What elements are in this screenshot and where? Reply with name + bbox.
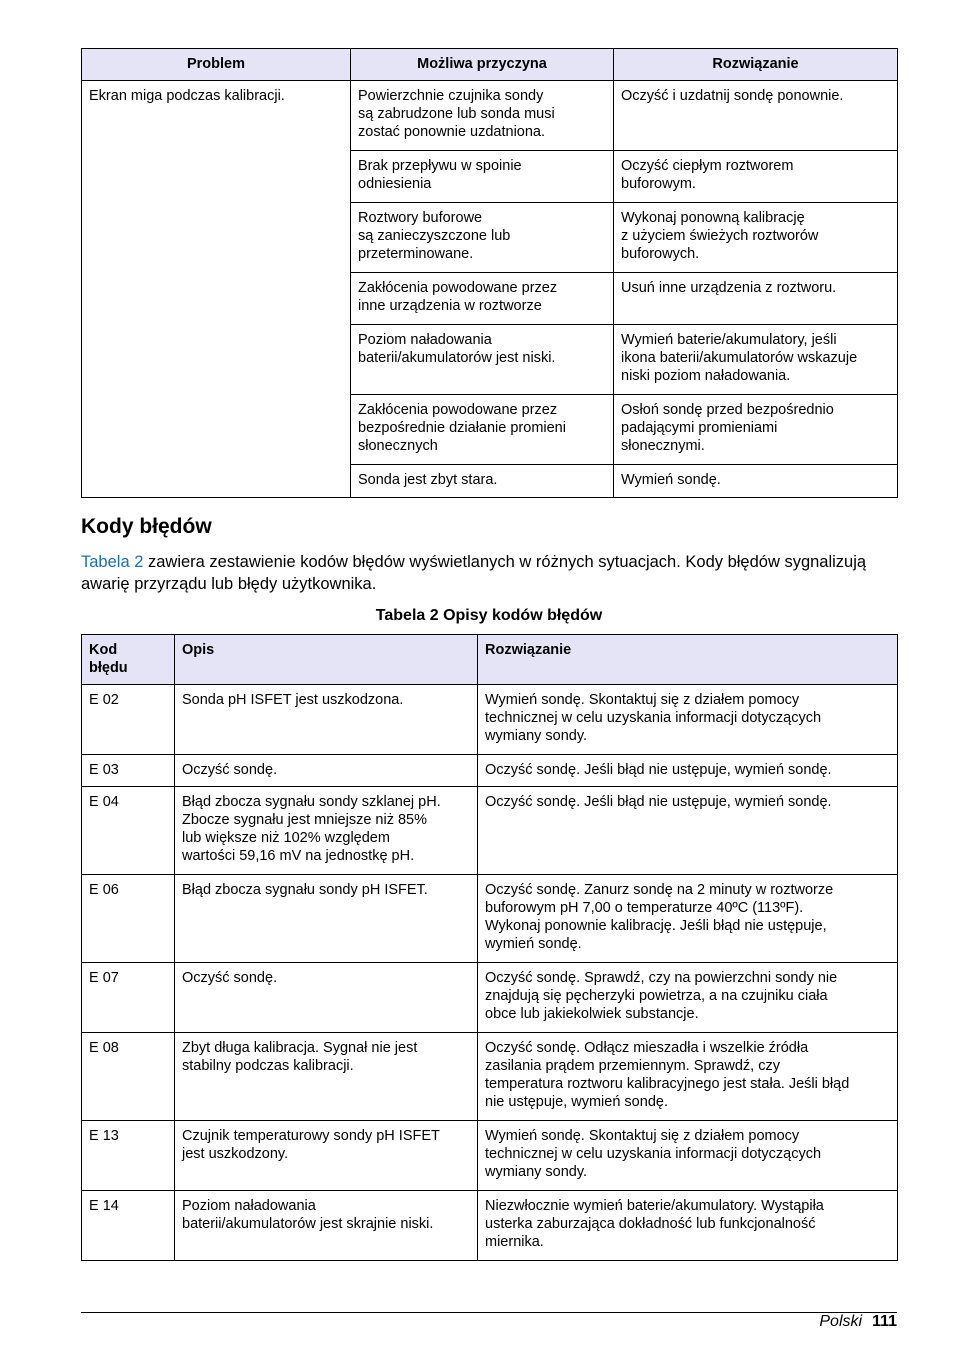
description-cell <box>175 685 478 755</box>
solution-cell <box>478 1033 898 1121</box>
cause-cell <box>351 395 614 465</box>
cause-cell <box>351 325 614 395</box>
code-cell: E 02 <box>82 685 175 755</box>
footer-language: Polski <box>819 1313 863 1330</box>
solution-text: Usuń inne urządzenia z roztworu. <box>621 280 837 296</box>
solution-text: Oczyść sondę. Jeśli błąd nie ustępuje, wymień sondę. <box>485 762 832 778</box>
code-cell: E 03 <box>82 755 175 787</box>
table-row <box>82 963 898 1033</box>
description-text: Zbyt długa kalibracja. Sygnał nie jest stabilny podczas kalibracji. <box>182 1040 418 1074</box>
solution-text: Oczyść sondę. Jeśli błąd nie ustępuje, wymień sondę. <box>485 794 832 810</box>
cause-text: Sonda jest zbyt stara. <box>358 472 498 488</box>
header-cause: Możliwa przyczyna <box>351 49 614 81</box>
table-row <box>82 1191 898 1261</box>
code-cell: E 13 <box>82 1121 175 1191</box>
table-row <box>82 755 898 787</box>
description-text: Błąd zbocza sygnału sondy pH ISFET. <box>182 882 428 898</box>
table-row <box>82 1121 898 1191</box>
cause-cell <box>351 465 614 498</box>
problem-cell <box>82 81 351 498</box>
description-cell <box>175 1191 478 1261</box>
table-row <box>82 685 898 755</box>
description-text: Sonda pH ISFET jest uszkodzona. <box>182 692 404 708</box>
description-text: Błąd zbocza sygnału sondy szklanej pH. Zbocze sygnału jest mniejsze niż 85% lub większe niż 102% względem wartości 59,16 mV na jednostkę pH. <box>182 794 441 864</box>
section-intro <box>81 551 897 595</box>
cause-cell <box>351 151 614 203</box>
solution-text: Wykonaj ponowną kalibrację z użyciem świeżych roztworów buforowych. <box>621 210 819 262</box>
error-codes-table <box>81 634 898 1261</box>
section-title: Kody błędów <box>81 515 212 538</box>
solution-cell <box>614 203 898 273</box>
cause-cell <box>351 203 614 273</box>
description-cell <box>175 963 478 1033</box>
solution-cell <box>614 325 898 395</box>
table-row <box>82 81 898 151</box>
solution-text: Osłoń sondę przed bezpośrednio padającymi promieniami słonecznymi. <box>621 402 834 454</box>
cause-cell <box>351 81 614 151</box>
solution-cell <box>478 963 898 1033</box>
solution-cell <box>478 875 898 963</box>
solution-text: Oczyść sondę. Zanurz sondę na 2 minuty w roztworze buforowym pH 7,00 o temperaturze 40ºC (113ºF). Wykonaj ponownie kalibrację. Jeśli błąd nie ustępuje, wymień sondę. <box>485 882 834 952</box>
solution-cell <box>614 273 898 325</box>
cause-text: Poziom naładowania baterii/akumulatorów jest niski. <box>358 332 556 366</box>
page-number: 111 <box>872 1313 897 1330</box>
solution-cell <box>478 685 898 755</box>
description-cell <box>175 787 478 875</box>
header-problem: Problem <box>82 49 351 81</box>
code-cell: E 14 <box>82 1191 175 1261</box>
solution-cell <box>478 1191 898 1261</box>
header-solution: Rozwiązanie <box>614 49 898 81</box>
table-2-link[interactable]: Tabela 2 <box>81 553 144 571</box>
header-code-text: Kod błędu <box>89 642 128 676</box>
footer-divider <box>81 1312 897 1313</box>
header-description: Opis <box>175 635 478 685</box>
cause-text: Zakłócenia powodowane przez inne urządzenia w roztworze <box>358 280 558 314</box>
cause-text: Powierzchnie czujnika sondy są zabrudzone lub sonda musi zostać ponownie uzdatniona. <box>358 88 555 140</box>
cause-text: Zakłócenia powodowane przez bezpośrednie działanie promieni słonecznych <box>358 402 566 454</box>
description-cell <box>175 1121 478 1191</box>
cause-cell <box>351 273 614 325</box>
code-cell: E 04 <box>82 787 175 875</box>
solution-text: Wymień baterie/akumulatory, jeśli ikona baterii/akumulatorów wskazuje niski poziom naładowania. <box>621 332 858 384</box>
page-footer <box>819 1312 897 1332</box>
description-cell <box>175 875 478 963</box>
solution-text: Wymień sondę. Skontaktuj się z działem pomocy technicznej w celu uzyskania informacji dotyczących wymiany sondy. <box>485 1128 822 1180</box>
solution-cell <box>478 755 898 787</box>
solution-text: Oczyść ciepłym roztworem buforowym. <box>621 158 794 192</box>
troubleshooting-table <box>81 48 898 498</box>
solution-cell <box>614 151 898 203</box>
description-text: Oczyść sondę. <box>182 762 278 778</box>
table-header-row <box>82 635 898 685</box>
solution-cell <box>478 787 898 875</box>
code-cell: E 07 <box>82 963 175 1033</box>
solution-text: Oczyść i uzdatnij sondę ponownie. <box>621 88 844 104</box>
problem-text: Ekran miga podczas kalibracji. <box>89 88 285 104</box>
intro-text: zawiera zestawienie kodów błędów wyświetlanych w różnych sytuacjach. Kody błędów sygnalizują awarię przyrządu lub błędy użytkownika. <box>81 553 867 593</box>
solution-text: Wymień sondę. Skontaktuj się z działem pomocy technicznej w celu uzyskania informacji dotyczących wymiany sondy. <box>485 692 822 744</box>
code-cell: E 06 <box>82 875 175 963</box>
solution-text: Niezwłocznie wymień baterie/akumulatory. Wystąpiła usterka zaburzająca dokładność lub funkcjonalność miernika. <box>485 1198 824 1250</box>
table-header-row <box>82 49 898 81</box>
description-text: Poziom naładowania baterii/akumulatorów jest skrajnie niski. <box>182 1198 434 1232</box>
solution-text: Oczyść sondę. Sprawdź, czy na powierzchni sondy nie znajdują się pęcherzyki powietrza, a na czujniku ciała obce lub jakiekolwiek substancje. <box>485 970 838 1022</box>
description-cell <box>175 755 478 787</box>
table-row <box>82 1033 898 1121</box>
cause-text: Roztwory buforowe są zanieczyszczone lub przeterminowane. <box>358 210 511 262</box>
solution-text: Oczyść sondę. Odłącz mieszadła i wszelkie źródła zasilania prądem przemiennym. Sprawdź, czy temperatura roztworu kalibracyjnego jest stała. Jeśli błąd nie ustępuje, wymień sondę. <box>485 1040 850 1110</box>
solution-cell <box>478 1121 898 1191</box>
solution-text: Wymień sondę. <box>621 472 721 488</box>
description-text: Oczyść sondę. <box>182 970 278 986</box>
table-row <box>82 787 898 875</box>
solution-cell <box>614 465 898 498</box>
description-text: Czujnik temperaturowy sondy pH ISFET jest uszkodzony. <box>182 1128 440 1162</box>
solution-cell <box>614 395 898 465</box>
table-caption: Tabela 2 Opisy kodów błędów <box>375 607 603 624</box>
table-row <box>82 875 898 963</box>
header-code <box>82 635 175 685</box>
header-solution: Rozwiązanie <box>478 635 898 685</box>
code-cell: E 08 <box>82 1033 175 1121</box>
description-cell <box>175 1033 478 1121</box>
cause-text: Brak przepływu w spoinie odniesienia <box>358 158 522 192</box>
solution-cell <box>614 81 898 151</box>
